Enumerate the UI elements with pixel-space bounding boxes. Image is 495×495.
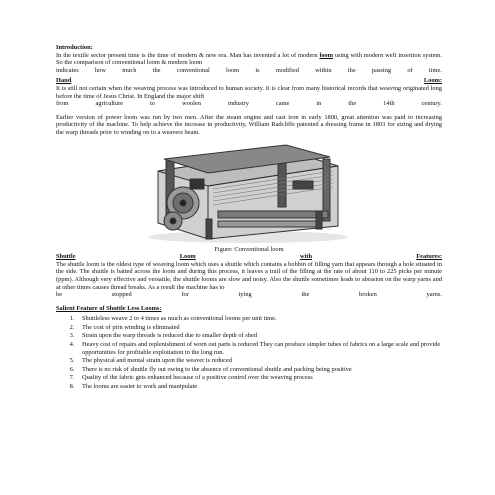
- hand-loom-line3-word: century.: [421, 100, 442, 108]
- intro-line1: In the textile sector present time is the time of modern & new era. Man has invented a lot of modern: [56, 51, 320, 59]
- shuttle-last-line-word: for: [181, 291, 189, 299]
- salient-heading: Salient Feature of Shuttle Less Looms:: [56, 304, 162, 312]
- intro-line3-word: passing: [371, 66, 392, 74]
- shuttle-heading-word: Features:: [416, 253, 442, 261]
- hand-loom-paragraph-2: Earlier version of power loom was run by two men. After the steam engine and cast iron in early 1800, great attention was paid to increasing productivity of the machine. To help achieve the increase in productivity, William Radcliffe patented a dressing frame in 1803 for sizing and drying the warp threads prior to winding on to a weavers beam.: [56, 113, 442, 136]
- loom-link[interactable]: loom: [319, 51, 333, 59]
- hand-loom-line-2: historical records that weaving originated long before the time of Jesus Christ. In England the major shift: [56, 84, 442, 100]
- hand-loom-line3-word: came: [275, 100, 290, 108]
- intro-line3-word: conventional: [176, 66, 210, 74]
- list-item: 7. Quality of the fabric gets enhanced because of a positive control over the weaving process: [76, 374, 442, 382]
- list-item: 1. Shuttleless weave 2 to 4 times as much as conventional looms per unit time.: [76, 315, 442, 323]
- intro-line3-word: the: [152, 66, 161, 74]
- hand-loom-line3-word: to: [150, 100, 156, 108]
- list-item: 6. There is no risk of shuttle fly out owing to the absence of conventional shuttle and packing being positive: [76, 366, 442, 374]
- shuttle-last-line-word: the: [301, 291, 310, 299]
- hand-loom-line3-word: from: [56, 100, 69, 108]
- document-page: [56, 44, 442, 392]
- intro-line3-word: much: [122, 66, 137, 74]
- intro-line3-word: indicates: [56, 66, 79, 74]
- figure-caption: Figure: Conventional loom: [214, 245, 284, 253]
- salient-feature-list: [56, 315, 442, 390]
- intro-line3-word: of: [407, 66, 413, 74]
- shuttle-last-line-word: broken: [359, 291, 377, 299]
- list-item: 3. Strain upon the warp threads is reduced due to smaller depth of shed: [76, 332, 442, 340]
- shuttle-heading-word: Shuttle: [56, 253, 76, 261]
- hand-loom-heading-left: Hand: [56, 77, 72, 85]
- shuttle-heading-word: Loom: [179, 253, 196, 261]
- list-item: 4. Heavy cost of repairs and replenishment of worn out parts is reduced They can produce simpler tubes of fabrics on a large scale and provide opportunities for profitable exploitation in the long run.: [76, 341, 442, 356]
- hand-loom-line3-word: agriculture: [95, 100, 124, 108]
- hand-loom-line-1: It is still not certain when the weaving process was introduced to human society. It is clear from many: [56, 84, 321, 92]
- shuttle-last-line-word: yarns.: [426, 291, 442, 299]
- intro-line3: [56, 67, 442, 75]
- hand-loom-paragraph-1: [56, 85, 442, 100]
- shuttle-loom-paragraph: The shuttle loom is the oldest type of weaving loom which uses a shuttle which contains a bobbin of filling yarn that appears through a hole situated in the side. The shuttle is batted across the loom and during this process, it leaves a trail of the filling at the rate of about 110 to 225 picks per minute (ppm). Although very effective and versatile, the shuttle looms are slow and noisy. Also the shuttle sometimes leads to abrasion on the warp yarns and at other times causes thread breaks. As a result the machine has to: [56, 260, 442, 291]
- list-item: 5. The physical and mental strain upon the weaver is reduced: [76, 357, 442, 365]
- intro-line3-word: is: [255, 66, 260, 74]
- hand-loom-line3-word: woolen: [182, 100, 201, 108]
- intro-line3-word: time.: [428, 66, 442, 74]
- shuttle-heading-word: with: [299, 253, 312, 261]
- intro-line3-word: the: [347, 66, 356, 74]
- hand-loom-line3-word: 14th: [383, 100, 395, 108]
- shuttle-last-line-word: tying: [238, 291, 252, 299]
- conventional-loom-engraving-icon: [138, 141, 358, 245]
- intro-paragraph: [56, 52, 442, 67]
- shuttle-last-line-word: be: [56, 291, 63, 299]
- hand-loom-line-3: [56, 100, 442, 108]
- hand-loom-heading-right: Loom:: [423, 77, 442, 85]
- hand-loom-line3-word: in: [316, 100, 322, 108]
- conventional-loom-figure: [56, 141, 442, 245]
- shuttle-last-line-word: stopped: [111, 291, 132, 299]
- intro-line2: using with modern weft insertion system. So the comparison of conventional loom & modern loom: [56, 51, 442, 67]
- intro-line3-word: loom: [226, 66, 240, 74]
- list-item: 8. The looms are easier to work and manipulate: [76, 383, 442, 391]
- intro-heading: Introduction:: [56, 44, 93, 51]
- hand-loom-line3-word: industry: [227, 100, 249, 108]
- hand-loom-line3-word: the: [348, 100, 357, 108]
- shuttle-loom-heading: [56, 253, 442, 261]
- intro-line3-word: within: [315, 66, 332, 74]
- intro-line3-word: modified: [275, 66, 299, 74]
- hand-loom-heading: [56, 77, 442, 85]
- shuttle-loom-last-line: [56, 291, 442, 299]
- intro-line3-word: how: [94, 66, 106, 74]
- list-item: 2. The cost of pirn winding is eliminated: [76, 324, 442, 332]
